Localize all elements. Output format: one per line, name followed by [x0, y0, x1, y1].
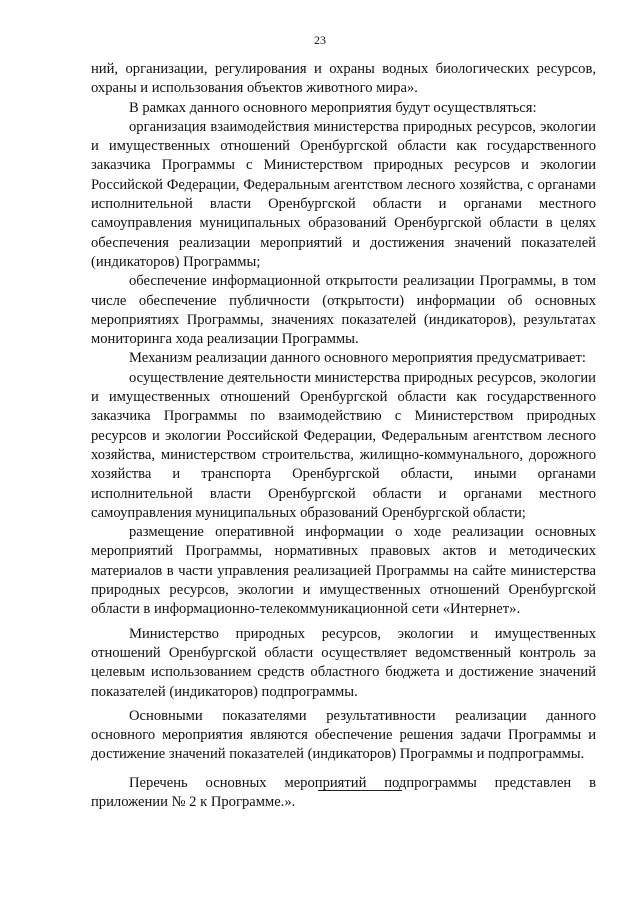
paragraph-intro: В рамках данного основного мероприятия будут осуществляться: [129, 99, 537, 116]
paragraph-publication: размещение оперативной информации о ходе реализации основных мероприятий Программы, нормативных правовых актов и методических материалов в части управления реализацией Программы на сайте министерства природных ресурсов, экологии и имущественных отношений Оренбургской области в информационно-телекоммуникационной сети «Интернет». [91, 524, 596, 618]
paragraph-mechanism-heading: Механизм реализации данного основного мероприятия предусматривает: [129, 350, 586, 367]
page-number: 23 [314, 33, 326, 47]
paragraph-list-reference: Перечень основных мероприятий подпрограммы представлен в приложении № 2 к Программе.». [91, 774, 596, 810]
document-body [91, 60, 596, 812]
paragraph-organization: организация взаимодействия министерства природных ресурсов, экологии и имущественных отношений Оренбургской области как государственного заказчика Программы с Министерством природных ресурсов и экологии Российской Федерации, Федеральным агентством лесного хозяйства, с органами исполнительной власти Оренбургской области и органами местного самоуправления муниципальных образований Оренбургской области в целях обеспечения реализации мероприятий и достижения значений показателей (индикаторов) Программы; [91, 118, 596, 270]
paragraph-openness: обеспечение информационной открытости реализации Программы, в том числе обеспечение публичности (открытости) информации об основных мероприятиях Программы, значениях показателей (индикаторов), результатах мониторинга хода реализации Программы. [91, 273, 596, 348]
paragraph-indicators: Основными показателями результативности реализации данного основного мероприятия являются обеспечение решения задачи Программы и достижение значений показателей (индикаторов) Программы и подпрограммы. [91, 707, 596, 763]
paragraph-continuation: ний, организации, регулирования и охраны водных биологических ресурсов, охраны и использования объектов животного мира». [91, 61, 596, 97]
paragraph-control: Министерство природных ресурсов, экологии и имущественных отношений Оренбургской области осуществляет ведомственный контроль за целевым использованием средств областного бюджета и достижение значений показателей (индикаторов) подпрограммы. [91, 625, 596, 700]
paragraph-activity: осуществление деятельности министерства природных ресурсов, экологии и имущественных отношений Оренбургской области как государственного заказчика Программы по взаимодействию с Министерством природных ресурсов и экологии Российской Федерации, Федеральным агентством лесного хозяйства, министерством строительства, жилищно-коммунального, дорожного хозяйства и транспорта Оренбургской области, иными органами исполнительной власти Оренбургской области и органами местного самоуправления муниципальных образований Оренбургской области; [91, 369, 596, 521]
end-divider [318, 790, 402, 791]
